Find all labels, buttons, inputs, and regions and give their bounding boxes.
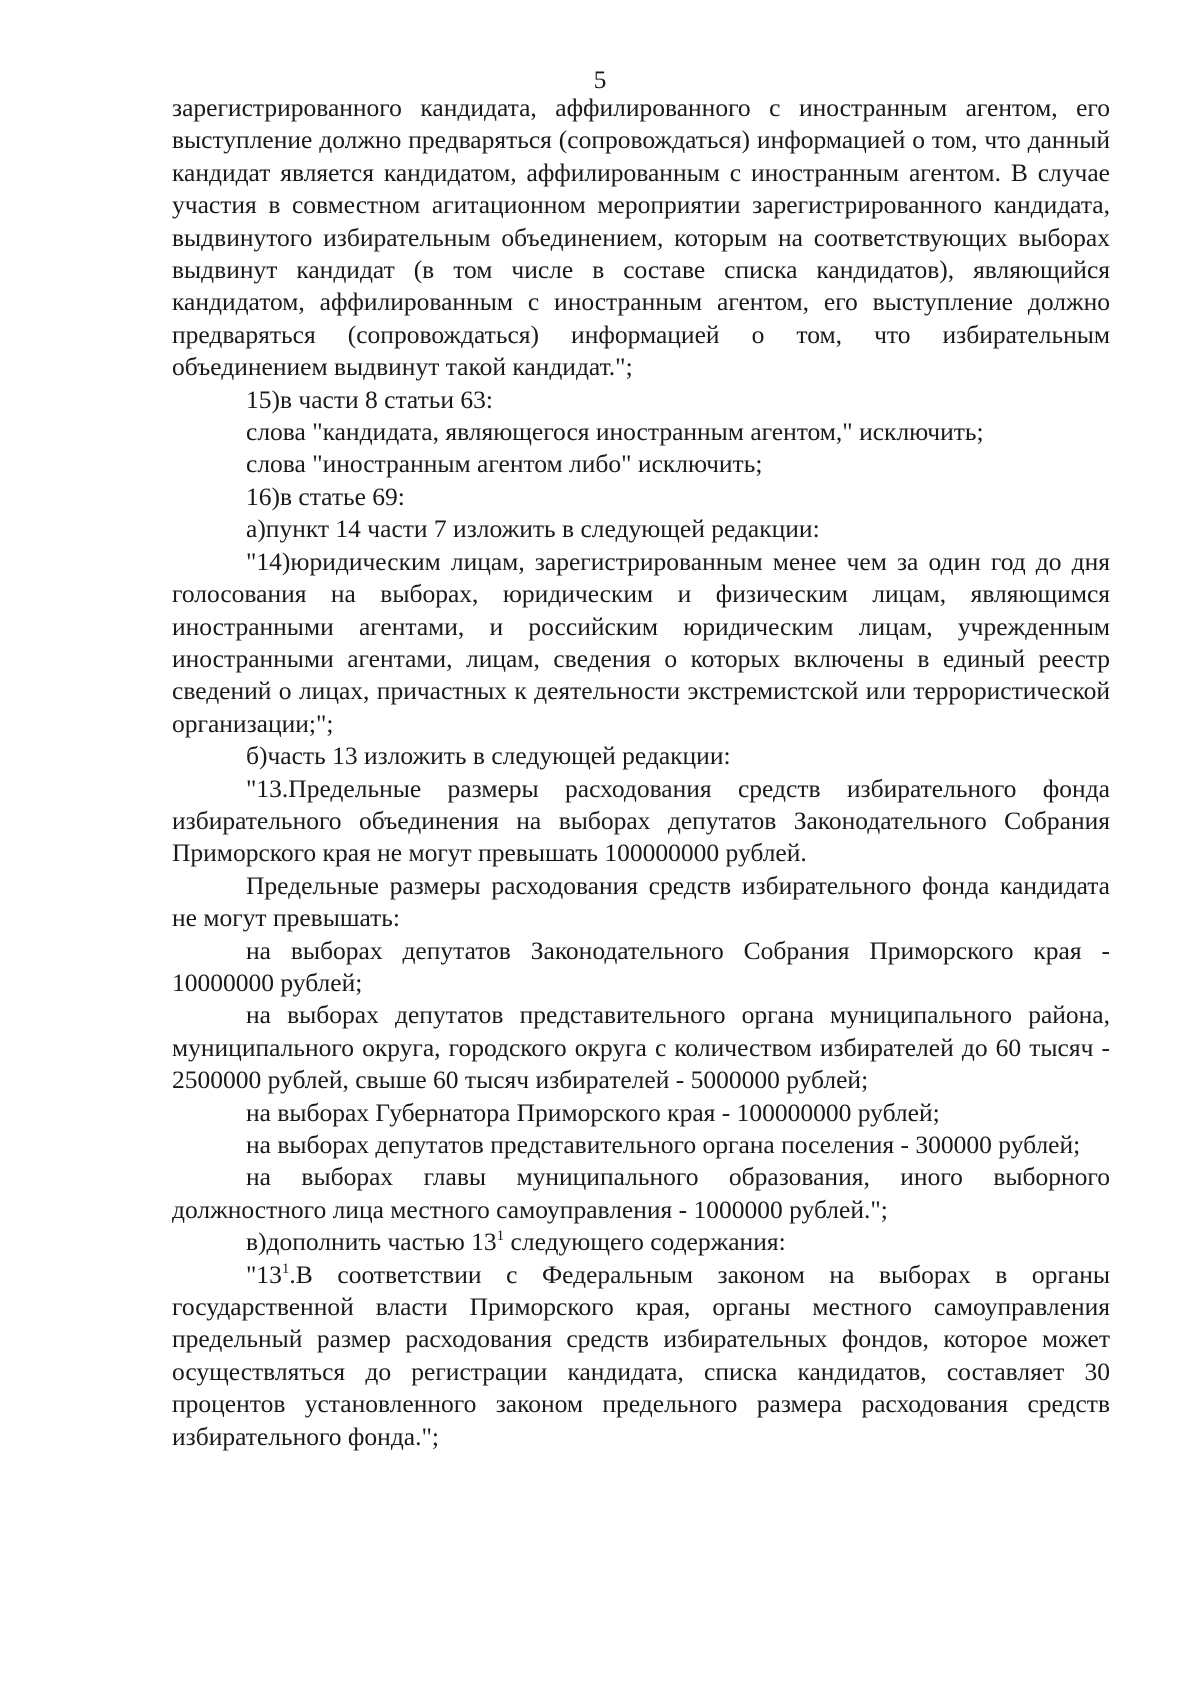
paragraph: б)часть 13 изложить в следующей редакции: bbox=[246, 741, 731, 771]
paragraph-text: в)дополнить частью 13 bbox=[246, 1227, 497, 1257]
paragraph: на выборах депутатов Законодательного Собрания Приморского края - 10000000 рублей; bbox=[172, 935, 1110, 997]
paragraph: зарегистрированного кандидата, аффилированного с иностранным агентом, его выступление должно предваряться (сопровождаться) информацией о том, что данный кандидат является кандидатом, аффилированным с иностранным агентом. В случае участия в совместном агитационном мероприятии зарегистрированного кандидата, выдвинутого избирательным объединением, которым на соответствующих выборах выдвинут кандидат (в том числе в составе списка кандидатов), являющийся кандидатом, аффилированным с иностранным агентом, его выступление должно предваряться (сопровождаться) информацией о том, что избирательным объединением выдвинут такой кандидат."; bbox=[172, 93, 1110, 382]
superscript: 1 bbox=[496, 1228, 505, 1245]
paragraph: слова "кандидата, являющегося иностранным агентом," исключить; bbox=[246, 417, 984, 447]
paragraph: 16)в статье 69: bbox=[246, 481, 405, 511]
paragraph: 15)в части 8 статьи 63: bbox=[246, 384, 493, 414]
paragraph-text: .В соответствии с Федеральным законом на выборах в органы государственной власти Приморского края, органы местного самоуправления предельный размер расходования средств избирательных фондов, которое может осуществляться до регистрации кандидата, списка кандидатов, составляет 30 процентов установленного законом предельного размера расходования средств избирательного фонда."; bbox=[172, 1259, 1110, 1451]
paragraph: а)пункт 14 части 7 изложить в следующей редакции: bbox=[246, 514, 820, 544]
superscript: 1 bbox=[281, 1260, 290, 1277]
paragraph-text: следующего содержания: bbox=[504, 1227, 786, 1257]
paragraph: слова "иностранным агентом либо" исключить; bbox=[246, 449, 763, 479]
paragraph: Предельные размеры расходования средств избирательного фонда кандидата не могут превышать: bbox=[172, 870, 1110, 933]
paragraph: на выборах Губернатора Приморского края - 100000000 рублей; bbox=[246, 1097, 940, 1127]
document-body bbox=[172, 92, 1110, 1453]
paragraph: "14)юридическим лицам, зарегистрированным менее чем за один год до дня голосования на выборах, юридическим и физическим лицам, являющимся иностранными агентами, и российским юридическим лицам, учрежденным иностранными агентами, лицам, сведения о которых включены в единый реестр сведений о лицах, причастных к деятельности экстремистской или террористической организации;"; bbox=[172, 546, 1110, 738]
paragraph-text: "13 bbox=[246, 1259, 282, 1289]
paragraph: на выборах депутатов представительного органа поселения - 300000 рублей; bbox=[246, 1130, 1081, 1159]
page-number: 5 bbox=[593, 65, 607, 94]
paragraph: на выборах депутатов представительного органа муниципального района, муниципального округа, городского округа с количеством избирателей до 60 тысяч - 2500000 рублей, свыше 60 тысяч избирателей - 5000000 рублей; bbox=[172, 1000, 1110, 1095]
paragraph: на выборах главы муниципального образования, иного выборного должностного лица местного самоуправления - 1000000 рублей."; bbox=[172, 1162, 1110, 1224]
paragraph-part-13-1 bbox=[172, 1259, 1110, 1453]
paragraph: "13.Предельные размеры расходования средств избирательного фонда избирательного объединения на выборах депутатов Законодательного Собрания Приморского края не могут превышать 100000000 рублей. bbox=[172, 773, 1110, 868]
paragraph-part-v bbox=[172, 1226, 1110, 1258]
